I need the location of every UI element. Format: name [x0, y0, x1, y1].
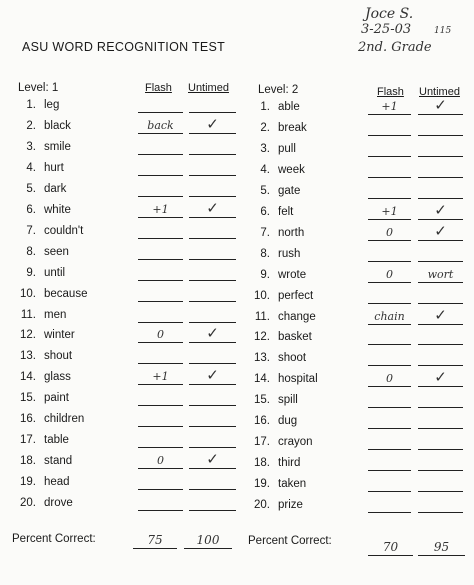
- flash-answer-line: [368, 261, 411, 262]
- test-word: hospital: [278, 373, 318, 386]
- flash-answer-line: [138, 112, 183, 113]
- word-row: [244, 164, 472, 184]
- word-row: [244, 122, 472, 142]
- flash-answer-line: [138, 447, 183, 448]
- word-row: [10, 198, 240, 224]
- test-word: basket: [278, 331, 312, 344]
- flash-answer-line: [368, 114, 411, 115]
- untimed-answer-line: [189, 259, 236, 260]
- word-row: [244, 221, 472, 247]
- untimed-response: ✓: [206, 450, 219, 469]
- flash-response: 0: [386, 225, 393, 239]
- test-word: paint: [44, 392, 69, 405]
- flash-answer-line: [368, 512, 411, 513]
- test-word: until: [44, 266, 66, 279]
- untimed-response: ✓: [206, 198, 219, 217]
- untimed-answer-line: [418, 470, 463, 471]
- flash-response: chain: [374, 309, 405, 323]
- flash-answer-line: [368, 219, 411, 220]
- test-word: stand: [44, 455, 73, 468]
- test-word: prize: [278, 499, 303, 512]
- test-word: shoot: [278, 352, 307, 365]
- item-number: 7.: [260, 226, 270, 239]
- untimed-answer-line: [189, 133, 236, 134]
- word-row: [10, 366, 240, 391]
- flash-response: 0: [386, 267, 393, 281]
- test-word: spill: [278, 394, 298, 407]
- level-1-percent-flash-line: [133, 548, 177, 549]
- test-word: smile: [44, 140, 71, 153]
- word-row: [244, 248, 472, 268]
- test-word: because: [44, 287, 88, 300]
- test-word: head: [44, 476, 70, 489]
- word-row: [10, 162, 240, 182]
- flash-answer-line: [138, 280, 183, 281]
- test-word: dug: [278, 415, 298, 428]
- item-number: 10.: [20, 287, 36, 300]
- flash-answer-line: [368, 428, 411, 429]
- untimed-answer-line: [189, 154, 236, 155]
- word-row: [10, 413, 240, 433]
- test-word: shout: [44, 350, 73, 363]
- untimed-answer-line: [418, 219, 463, 220]
- student-name: Joce S.: [365, 6, 414, 22]
- flash-answer-line: [368, 470, 411, 471]
- item-number: 5.: [26, 182, 36, 195]
- word-row: [244, 394, 472, 414]
- flash-answer-line: [138, 196, 183, 197]
- untimed-answer-line: [418, 512, 463, 513]
- word-row: [244, 368, 472, 393]
- flash-response: +1: [381, 100, 398, 113]
- untimed-answer-line: [189, 112, 236, 113]
- flash-answer-line: [368, 240, 411, 241]
- word-row: [10, 267, 240, 287]
- word-row: [10, 114, 240, 140]
- word-row: [10, 392, 240, 412]
- level-1-percent-label: Percent Correct:: [12, 533, 96, 545]
- untimed-response: ✓: [206, 366, 219, 385]
- item-number: 11.: [20, 308, 36, 321]
- flash-answer-line: [368, 365, 411, 366]
- flash-answer-line: [368, 407, 411, 408]
- item-number: 16.: [20, 413, 36, 426]
- untimed-answer-line: [189, 405, 236, 406]
- test-word: winter: [44, 329, 75, 342]
- untimed-response: ✓: [434, 96, 447, 114]
- flash-response: +1: [152, 370, 169, 384]
- untimed-answer-line: [189, 426, 236, 427]
- level-2-percent-label: Percent Correct:: [248, 535, 332, 547]
- untimed-answer-line: [418, 407, 463, 408]
- untimed-answer-line: [189, 301, 236, 302]
- untimed-response: ✓: [434, 221, 447, 240]
- untimed-answer-line: [418, 135, 463, 136]
- item-number: 19.: [254, 478, 270, 491]
- word-row: [10, 225, 240, 245]
- test-word: rush: [278, 247, 301, 260]
- flash-answer-line: [368, 386, 411, 387]
- item-number: 9.: [26, 266, 36, 279]
- level-1-label: Level: 1: [18, 82, 59, 94]
- untimed-answer-line: [189, 238, 236, 239]
- item-number: 1.: [260, 101, 270, 113]
- untimed-response: ✓: [434, 200, 447, 219]
- corner-mark: 115: [434, 26, 452, 36]
- untimed-answer-line: [418, 365, 463, 366]
- untimed-answer-line: [418, 428, 463, 429]
- untimed-response: wort: [427, 267, 454, 281]
- test-word: couldn't: [44, 224, 84, 237]
- item-number: 12.: [20, 329, 36, 342]
- item-number: 13.: [20, 350, 36, 363]
- flash-answer-line: [368, 491, 411, 492]
- flash-answer-line: [138, 259, 183, 260]
- untimed-response: ✓: [434, 368, 447, 387]
- word-row: [244, 269, 472, 289]
- item-number: 6.: [26, 203, 36, 216]
- item-number: 7.: [26, 224, 36, 237]
- flash-answer-line: [368, 282, 411, 283]
- test-word: seen: [44, 245, 69, 258]
- flash-answer-line: [138, 405, 183, 406]
- test-word: pull: [278, 142, 296, 155]
- flash-answer-line: [368, 303, 411, 304]
- flash-answer-line: [138, 342, 183, 343]
- word-row: [244, 499, 472, 519]
- item-number: 4.: [26, 161, 36, 174]
- test-word: week: [278, 163, 305, 176]
- flash-answer-line: [138, 384, 183, 385]
- untimed-answer-line: [418, 449, 463, 450]
- word-row: [244, 436, 472, 456]
- untimed-answer-line: [189, 342, 236, 343]
- test-word: perfect: [278, 289, 314, 302]
- word-row: [244, 305, 472, 331]
- item-number: 20.: [20, 497, 36, 510]
- untimed-answer-line: [189, 363, 236, 364]
- untimed-answer-line: [189, 175, 236, 176]
- test-word: black: [44, 119, 71, 132]
- word-row: [10, 288, 240, 308]
- level-1-percent-flash: 75: [147, 533, 163, 547]
- item-number: 11.: [254, 310, 270, 323]
- flash-answer-line: [368, 344, 411, 345]
- untimed-answer-line: [418, 303, 463, 304]
- level-2-label: Level: 2: [258, 84, 299, 96]
- item-number: 15.: [254, 394, 270, 407]
- untimed-answer-line: [418, 282, 463, 283]
- level-1-untimed-header: Untimed: [188, 82, 229, 94]
- item-number: 2.: [260, 121, 270, 134]
- test-word: north: [278, 226, 305, 239]
- item-number: 13.: [254, 352, 270, 365]
- word-row: [244, 415, 472, 435]
- word-row: [10, 141, 240, 161]
- test-date: 3-25-03: [361, 22, 412, 37]
- item-number: 14.: [254, 373, 270, 386]
- item-number: 2.: [26, 119, 36, 132]
- test-word: dark: [44, 182, 67, 195]
- test-word: crayon: [278, 436, 313, 449]
- untimed-answer-line: [418, 344, 463, 345]
- flash-response: +1: [381, 204, 398, 218]
- level-2-untimed-header: Untimed: [419, 86, 460, 98]
- test-word: men: [44, 308, 67, 321]
- flash-answer-line: [138, 322, 183, 323]
- test-word: drove: [44, 497, 73, 510]
- item-number: 19.: [20, 476, 36, 489]
- test-word: able: [278, 101, 300, 113]
- item-number: 20.: [254, 499, 270, 512]
- flash-answer-line: [368, 135, 411, 136]
- flash-answer-line: [138, 301, 183, 302]
- untimed-answer-line: [189, 468, 236, 469]
- untimed-answer-line: [189, 510, 236, 511]
- level-2-percent-untimed-line: [418, 555, 465, 556]
- test-word: hurt: [44, 161, 64, 174]
- untimed-answer-line: [189, 322, 236, 323]
- flash-answer-line: [138, 426, 183, 427]
- untimed-answer-line: [418, 114, 463, 115]
- test-word: white: [44, 203, 71, 216]
- word-row: [10, 324, 240, 349]
- flash-answer-line: [138, 154, 183, 155]
- untimed-answer-line: [189, 489, 236, 490]
- test-word: glass: [44, 371, 71, 384]
- flash-answer-line: [368, 177, 411, 178]
- item-number: 15.: [20, 392, 36, 405]
- item-number: 18.: [254, 457, 270, 470]
- flash-answer-line: [138, 175, 183, 176]
- word-row: [244, 143, 472, 163]
- untimed-answer-line: [418, 491, 463, 492]
- level-1-percent-untimed-line: [184, 548, 232, 549]
- flash-answer-line: [138, 217, 183, 218]
- test-word: felt: [278, 205, 294, 218]
- item-number: 12.: [254, 331, 270, 344]
- item-number: 18.: [20, 455, 36, 468]
- untimed-answer-line: [418, 240, 463, 241]
- test-word: change: [278, 310, 316, 323]
- flash-response: 0: [157, 328, 164, 342]
- test-word: break: [278, 121, 307, 134]
- flash-answer-line: [368, 198, 411, 199]
- word-row: [244, 478, 472, 498]
- untimed-answer-line: [189, 384, 236, 385]
- untimed-answer-line: [418, 324, 463, 325]
- student-grade: 2nd. Grade: [358, 40, 432, 55]
- untimed-answer-line: [189, 280, 236, 281]
- flash-response: back: [147, 118, 174, 132]
- flash-answer-line: [368, 324, 411, 325]
- flash-answer-line: [138, 238, 183, 239]
- test-word: gate: [278, 184, 301, 197]
- flash-response: 0: [386, 372, 393, 386]
- flash-answer-line: [138, 363, 183, 364]
- test-word: leg: [44, 99, 60, 111]
- item-number: 17.: [254, 436, 270, 449]
- untimed-answer-line: [189, 447, 236, 448]
- word-row: [244, 96, 472, 121]
- untimed-response: ✓: [206, 114, 219, 133]
- flash-response: 0: [157, 454, 164, 468]
- item-number: 16.: [254, 415, 270, 428]
- item-number: 8.: [260, 247, 270, 260]
- untimed-answer-line: [189, 217, 236, 218]
- untimed-response: ✓: [206, 324, 219, 343]
- word-row: [10, 497, 240, 517]
- item-number: 9.: [260, 268, 270, 281]
- test-word: table: [44, 434, 69, 447]
- level-2-percent-flash-line: [368, 555, 413, 556]
- item-number: 17.: [20, 434, 36, 447]
- untimed-answer-line: [418, 198, 463, 199]
- word-row: [244, 331, 472, 351]
- level-2-flash-header: Flash: [377, 86, 404, 98]
- item-number: 10.: [254, 289, 270, 302]
- untimed-answer-line: [189, 196, 236, 197]
- item-number: 8.: [26, 245, 36, 258]
- test-word: taken: [278, 478, 307, 491]
- flash-answer-line: [368, 156, 411, 157]
- untimed-answer-line: [418, 261, 463, 262]
- word-row: [244, 457, 472, 477]
- item-number: 3.: [260, 142, 270, 155]
- untimed-answer-line: [418, 177, 463, 178]
- flash-answer-line: [138, 489, 183, 490]
- flash-answer-line: [138, 468, 183, 469]
- test-word: wrote: [278, 268, 307, 281]
- word-row: [10, 246, 240, 266]
- item-number: 3.: [26, 140, 36, 153]
- test-word: third: [278, 457, 301, 470]
- untimed-answer-line: [418, 156, 463, 157]
- flash-response: +1: [152, 202, 169, 216]
- flash-answer-line: [138, 133, 183, 134]
- level-1-percent-untimed: 100: [196, 533, 220, 547]
- item-number: 5.: [260, 184, 270, 197]
- level-1-flash-header: Flash: [145, 82, 172, 94]
- item-number: 1.: [26, 99, 36, 111]
- flash-answer-line: [368, 449, 411, 450]
- item-number: 4.: [260, 163, 270, 176]
- word-row: [10, 476, 240, 496]
- level-2-percent-untimed: 95: [433, 540, 450, 554]
- flash-answer-line: [138, 510, 183, 511]
- page-title: ASU WORD RECOGNITION TEST: [22, 40, 226, 54]
- untimed-response: ✓: [434, 305, 447, 324]
- level-2-percent-flash: 70: [382, 540, 399, 554]
- item-number: 6.: [260, 205, 270, 218]
- untimed-answer-line: [418, 386, 463, 387]
- item-number: 14.: [20, 371, 36, 384]
- word-row: [10, 450, 240, 475]
- test-word: children: [44, 413, 85, 426]
